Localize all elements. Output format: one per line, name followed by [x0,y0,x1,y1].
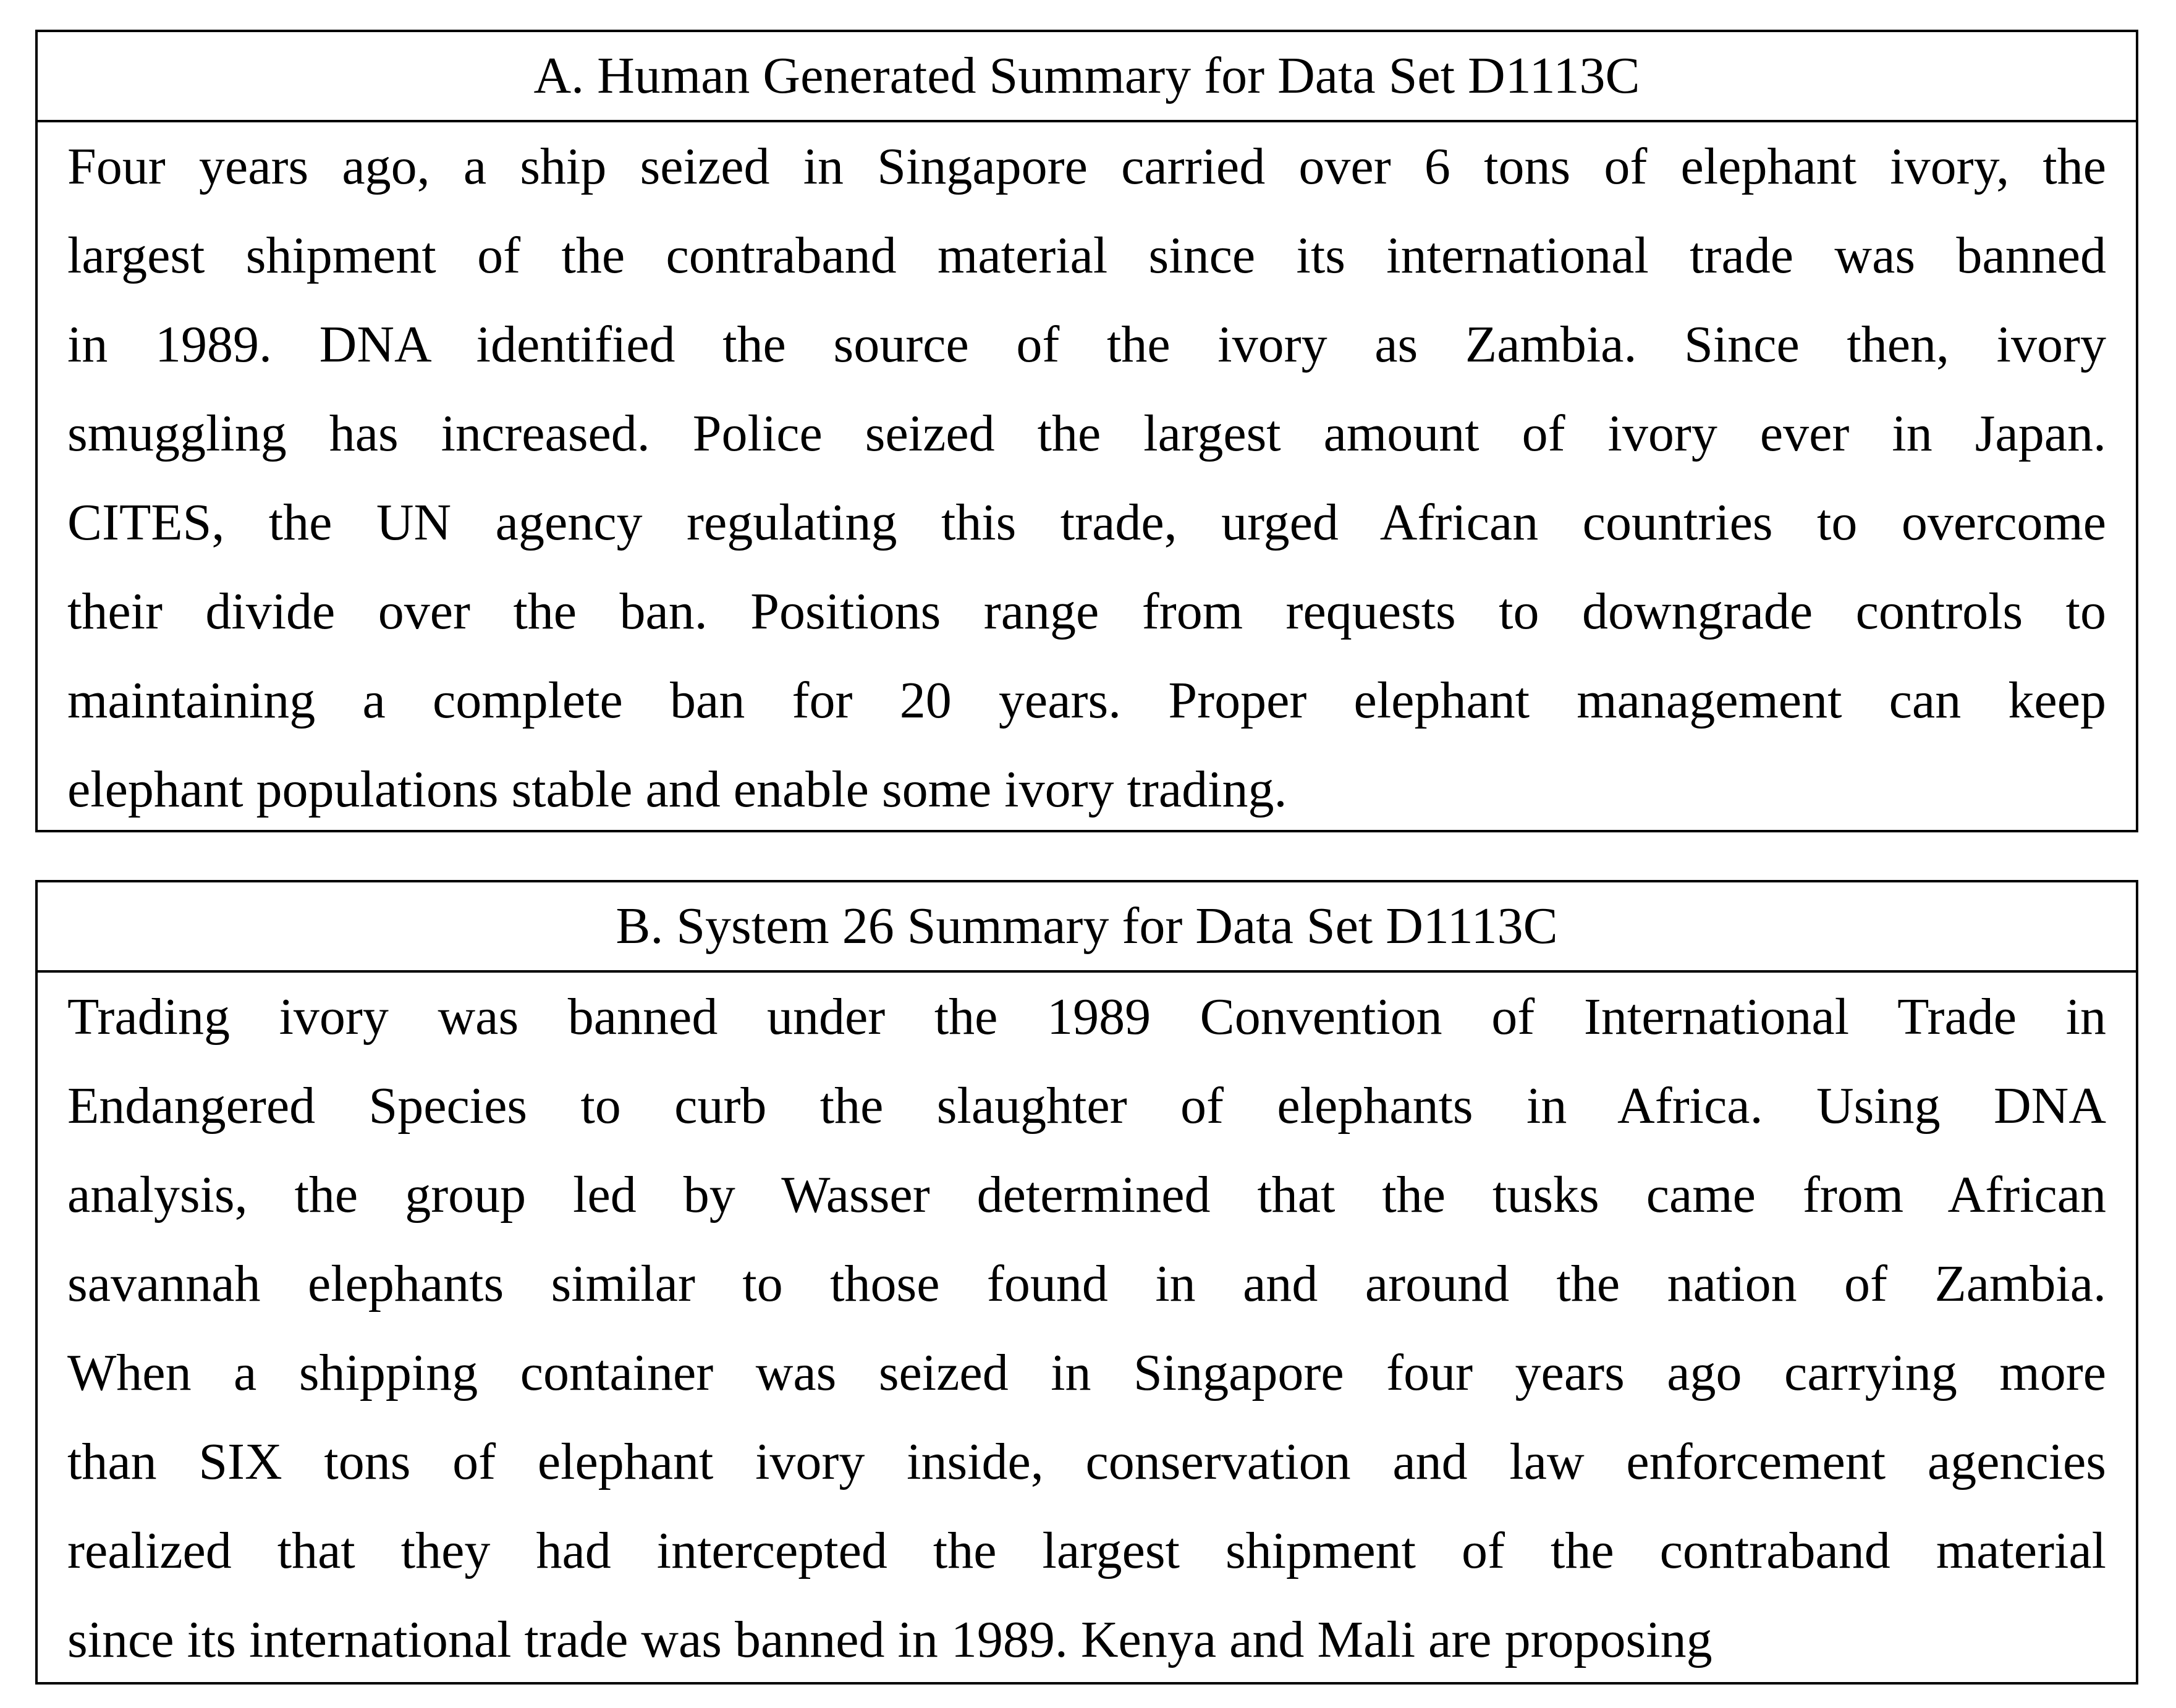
text-line: analysis, the group led by Wasser determined that the tusks came from African [67,1166,2106,1224]
panel-body [38,122,2136,834]
panel-title: A. Human Generated Summary for Data Set D1113C [38,32,2136,122]
summary-panel-human [35,30,2138,832]
text-line: largest shipment of the contraband material since its international trade was banned [67,227,2106,284]
text-line: their divide over the ban. Positions range from requests to downgrade controls to [67,583,2106,640]
text-line: Trading ivory was banned under the 1989 Convention of International Trade in [67,988,2106,1046]
text-line: realized that they had intercepted the largest shipment of the contraband material [67,1522,2106,1579]
text-line: maintaining a complete ban for 20 years. Proper elephant management can keep [67,672,2106,729]
text-line: Endangered Species to curb the slaughter of elephants in Africa. Using DNA [67,1077,2106,1135]
panel-body [38,973,2136,1685]
text-line: elephant populations stable and enable some ivory trading. [67,761,1287,818]
summary-panel-system [35,880,2138,1685]
text-line: When a shipping container was seized in Singapore four years ago carrying more [67,1344,2106,1401]
text-line: than SIX tons of elephant ivory inside, conservation and law enforcement agencies [67,1433,2106,1490]
panel-title: B. System 26 Summary for Data Set D1113C [38,882,2136,973]
text-line: Four years ago, a ship seized in Singapore carried over 6 tons of elephant ivory, the [67,138,2106,195]
text-line: savannah elephants similar to those found in and around the nation of Zambia. [67,1255,2106,1313]
text-line: CITES, the UN agency regulating this trade, urged African countries to overcome [67,494,2106,551]
text-line: in 1989. DNA identified the source of the ivory as Zambia. Since then, ivory [67,316,2106,373]
text-line: since its international trade was banned in 1989. Kenya and Mali are proposing [67,1611,1712,1668]
text-line: smuggling has increased. Police seized the largest amount of ivory ever in Japan. [67,405,2106,462]
